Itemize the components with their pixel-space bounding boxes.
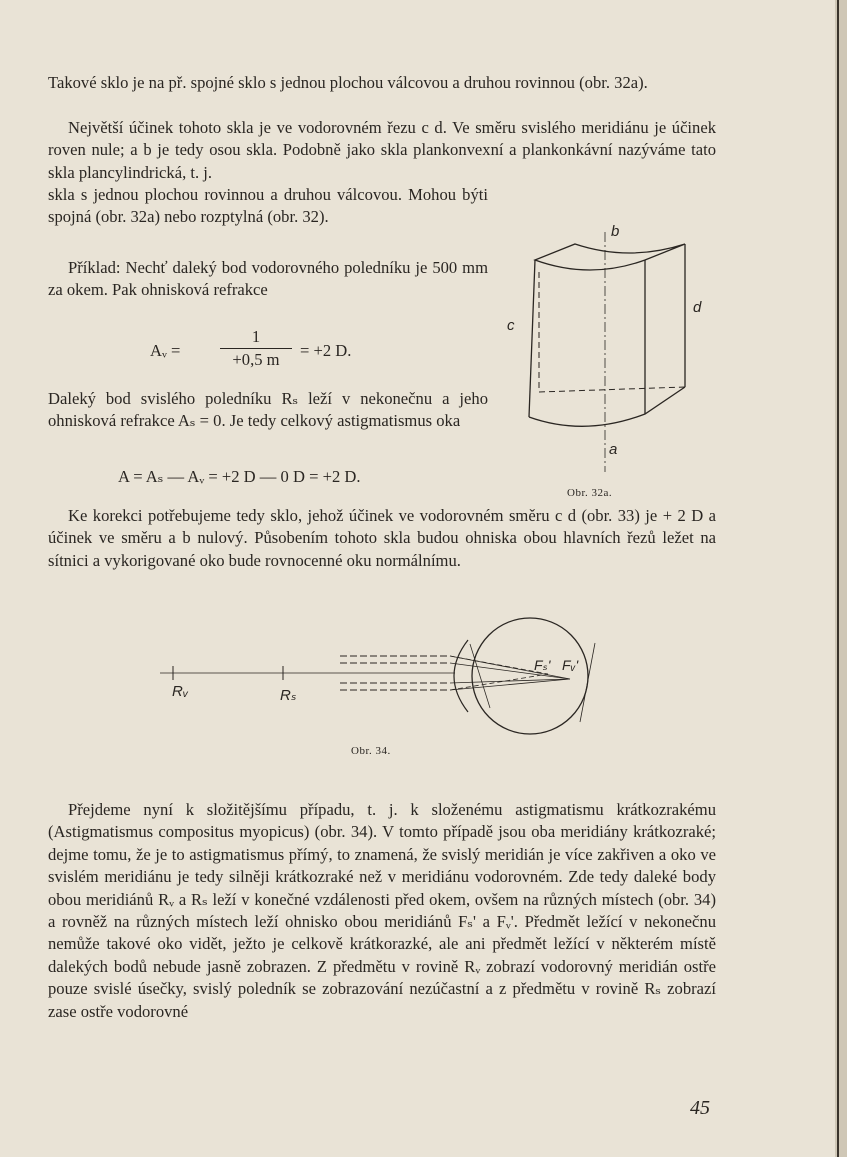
equation1-numerator: 1 xyxy=(251,327,261,346)
equation1-lhs: Aᵥ = xyxy=(150,341,181,360)
label-b: b xyxy=(611,223,620,240)
label-a: a xyxy=(609,441,618,458)
equation1-denominator: +0,5 m xyxy=(232,350,280,369)
page-number: 45 xyxy=(690,1097,710,1119)
paragraph-plancylindric: skla s jednou plochou rovinnou a druhou válcovou. Mohou býti spojná (obr. 32a) nebo rozptylná (obr. 32). xyxy=(48,185,488,227)
paragraph-intro: Takové sklo je na př. spojné sklo s jednou plochou válcovou a druhou rovinnou (obr. 32a). xyxy=(48,73,648,92)
paragraph-example: Příklad: Nechť daleký bod vodorovného poledníku je 500 mm za okem. Pak ohnisková refrakce xyxy=(48,258,488,300)
paragraph-compound-astigmatism: Přejdeme nyní k složitějšímu případu, t. j. k složenému astigmatismu krátkozrakému (Astigmatismus compositus myopicus) (obr. 34). V tomto případě jsou oba meridiány krátkozraké; dejme tomu, že je to astigmatismus přímý, to znamená, že svislý meridián je více zakřiven a oko ve svislém meridiánu je tedy silněji krátkozraké než v meridiánu vodorovném. Zde tedy daleké body obou meridiánů Rᵥ a Rₛ leží v konečné vzdálenosti před okem, ovšem na různých místech (obr. 34) a rovněž na různých místech leží ohnisko obou meridiánů Fₛ' a Fᵥ'. Předmět ležící v nekonečnu nemůže takové oko vidět, ježto je celkově krátkorazké, ale ani předmět ležící v některém místě dalekých bodů nebude jasně zobrazen. Z předmětu v rovině Rᵥ zobrazí vodorovný meridián ostře pouze svislé úsečky, svislý poledník se zobrazování nezúčastní a z předmětu v rovině Rₛ zobrazí zase ostře vodorovné xyxy=(48,800,716,1021)
paragraph-correction: Ke korekci potřebujeme tedy sklo, jehož účinek ve vodorovném směru c d (obr. 33) je + 2 D a účinek ve směru a b nulový. Působením tohoto skla budou ohniska obou hlavních řezů ležet na sítnici a vykorigované oko bude rovnocenné oku normálnímu. xyxy=(48,506,716,570)
figure-32a-caption: Obr. 32a. xyxy=(567,487,613,499)
figure-34-eye-diagram xyxy=(150,618,610,738)
page-edge-line xyxy=(837,0,839,1157)
equation1-fraction xyxy=(220,326,292,371)
label-c: c xyxy=(507,317,515,334)
label-rs: Rₛ xyxy=(280,687,297,704)
figure-32a-cylinder-lens xyxy=(495,223,710,482)
figure-34-caption: Obr. 34. xyxy=(351,745,391,757)
label-fs: Fₛ' xyxy=(534,657,551,673)
paragraph-effect: Největší účinek tohoto skla je ve vodorovném řezu c d. Ve směru svislého meridiánu je účinek roven nule; a b je tedy osou skla. Podobně jako skla plankonvexní a plankonkávní nazýváme tato skla plancylindrická, t. j. xyxy=(48,118,716,182)
equation2: A = Aₛ — Aᵥ = +2 D — 0 D = +2 D. xyxy=(118,467,361,486)
paragraph-vertical-meridian: Daleký bod svislého poledníku Rₛ leží v nekonečnu a jeho ohnisková refrakce Aₛ = 0. Je tedy celkový astigmatismus oka xyxy=(48,389,488,431)
label-fv: Fᵥ' xyxy=(562,657,579,673)
label-rv: Rᵥ xyxy=(172,683,189,700)
equation1-rhs: = +2 D. xyxy=(300,341,352,360)
label-d: d xyxy=(693,299,702,316)
